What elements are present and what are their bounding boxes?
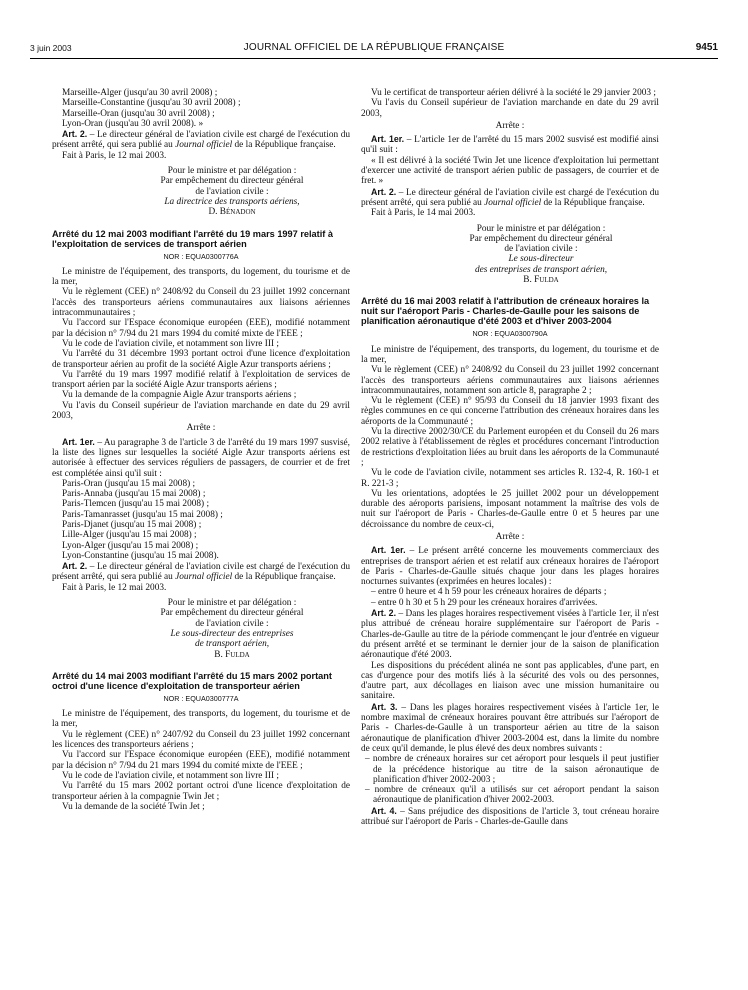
route-item: Paris-Djanet (jusqu'au 15 mai 2008) ;	[62, 519, 202, 530]
arrete-heading: Arrête :	[495, 531, 525, 542]
route-item: Lyon-Constantine (jusqu'au 15 mai 2008).	[62, 550, 219, 561]
route-item: Paris-Annaba (jusqu'au 15 mai 2008) ;	[62, 489, 206, 500]
signature-line: Par empêchement du directeur général	[469, 233, 613, 244]
visa: Vu la demande de la compagnie Aigle Azur transports aériens ;	[62, 390, 297, 401]
article-2: Art. 2. – Le directeur général de l'aviation civile est chargé de l'exécution du présent arrêté, qui sera publié au Journal officiel de la République française.	[52, 561, 350, 583]
nor-reference: NOR : EQUA0300790A	[472, 329, 548, 339]
minister-intro: Le ministre de l'équipement, des transports, du logement, du tourisme et de la mer,	[361, 344, 659, 365]
visa: Vu la directive 2002/30/CE du Parlement européen et du Conseil du 26 mars 2002 relative à l'établissement de règles et procédures concernant l'introduction de restrictions d'exploitation liées au bruit dans les aéroports de la Communauté ;	[361, 427, 659, 468]
signature-line: de l'aviation civile :	[195, 618, 269, 629]
decree-title: Arrêté du 16 mai 2003 relatif à l'attribution de créneaux horaires la nuit sur l'aéroport Paris - Charles-de-Gaulle pour les saisons de planification aéronautique d'été 2003 et d'hiver 2003-2004	[361, 296, 650, 327]
visa: Vu l'avis du Conseil supérieur de l'aviation marchande en date du 29 avril 2003,	[52, 400, 350, 422]
left-column	[52, 88, 350, 812]
nor-reference: NOR : EQUA0300777A	[163, 693, 239, 703]
fait-date: Fait à Paris, le 12 mai 2003.	[62, 582, 167, 593]
visa: Vu le règlement (CEE) n° 95/93 du Conseil du 18 janvier 1993 fixant des règles communes en ce qui concerne l'attribution des créneaux horaires dans les aéroports de la Communauté ;	[361, 396, 659, 427]
signature-role: Le sous-directeur des entreprises	[170, 628, 294, 639]
bullet-item: – nombre de créneaux qu'il a utilisés sur cet aéroport pendant la saison aéronautique de planification d'hiver 2002-2003.	[365, 785, 659, 806]
visa: Vu l'arrêté du 19 mars 1997 modifié relatif à l'exploitation de services de transport aérien par la société Aigle Azur transports aériens ;	[52, 369, 350, 391]
decree-title: Arrêté du 14 mai 2003 modifiant l'arrêté du 15 mars 2002 portant octroi d'une licence d'exploitation de transporteur aérien	[52, 670, 332, 691]
arrete-heading: Arrête :	[186, 423, 216, 434]
signature-line: Par empêchement du directeur général	[160, 608, 304, 619]
nor-reference: NOR : EQUA0300776A	[163, 251, 239, 261]
visa: Vu le code de l'aviation civile, et notamment son livre III ;	[62, 338, 279, 349]
visa: Vu l'avis du Conseil supérieur de l'aviation marchande en date du 29 avril 2003,	[361, 98, 659, 119]
visa: Vu le règlement (CEE) n° 2408/92 du Conseil du 23 juillet 1992 concernant l'accès des transporteurs aériens communautaires aux liaisons aériennes intracommunautaires, notamment son article 8, paragraphe 2 ;	[361, 365, 659, 396]
page-header	[30, 41, 718, 57]
licence-quote: « Il est délivré à la société Twin Jet une licence d'exploitation lui permettant d'exercer une activité de transport aérien public de passagers, de courrier et de fret. »	[361, 155, 659, 187]
bullet-item: – nombre de créneaux horaires sur cet aéroport pour lesquels il peut justifier de la précédence historique au titre de la saison aéronautique de planification d'hiver 2002-2003 ;	[365, 754, 659, 785]
visa: Vu la demande de la société Twin Jet ;	[62, 801, 205, 812]
page-number: 9451	[695, 42, 718, 53]
minister-intro: Le ministre de l'équipement, des transports, du logement, du tourisme et de la mer,	[52, 709, 350, 730]
article-2: Art. 2. – Le directeur général de l'aviation civile est chargé de l'exécution du présent arrêté, qui sera publié au Journal officiel de la République française.	[52, 129, 350, 151]
article-2-paragraph: Les dispositions du précédent alinéa ne sont pas applicables, d'une part, en cas d'urgence pour des motifs liés à la sécurité des vols ou des personnes, d'autre part, aux décollages en liaison avec une mission humanitaire ou sanitaire.	[361, 660, 659, 702]
visa: Vu l'arrêté du 31 décembre 1993 portant octroi d'une licence d'exploitation de transporteur aérien au profit de la société Aigle Azur transports aériens ;	[52, 349, 350, 370]
visa: Vu le règlement (CEE) n° 2408/92 du Conseil du 23 juillet 1992 concernant l'accès des transporteurs aériens communautaires aux liaisons aériennes intracommunautaires ;	[52, 287, 350, 319]
signature-line: Pour le ministre et par délégation :	[167, 598, 297, 609]
signature-line: Par empêchement du directeur général	[160, 176, 304, 187]
arrete-heading: Arrête :	[495, 120, 525, 131]
article-1: Art. 1er. – Le présent arrêté concerne les mouvements commerciaux des entreprises de transport aérien et est relatif aux créneaux horaires de l'aéroport de Paris - Charles-de-Gaulle situés chaque jour dans les plages horaires nocturnes suivantes (exprimées en heures locales) :	[361, 545, 659, 588]
signature-role: La directrice des transports aériens,	[164, 196, 300, 207]
article-2: Art. 2. – Dans les plages horaires respectivement visées à l'article 1er, il n'est plus attribué de créneau horaire supplémentaire sur l'aéroport de Paris - Charles-de-Gaulle au titre de la période commençant le jour d'entrée en vigueur du présent arrêté et se terminant le dernier jour de la saison de planification aéronautique d'été 2003.	[361, 608, 660, 661]
header-divider	[30, 58, 718, 59]
signature-role: Le sous-directeur	[508, 254, 574, 265]
visa: Vu le certificat de transporteur aérien délivré à la société le 29 janvier 2003 ;	[371, 88, 656, 98]
route-item: Lyon-Oran (jusqu'au 30 avril 2008). »	[62, 118, 204, 129]
visa: Vu l'accord sur l'Espace économique européen (EEE), modifié notamment par la décision n° 7/94 du 21 mars 1994 du comité mixte de l'EEE ;	[52, 318, 350, 339]
signature-line: de l'aviation civile :	[504, 244, 578, 255]
time-range-item: – entre 0 heure et 4 h 59 pour les créneaux horaires de départs ;	[371, 587, 607, 598]
route-item: Paris-Tamanrasset (jusqu'au 15 mai 2008) ;	[62, 509, 223, 520]
visa: Vu le règlement (CEE) n° 2407/92 du Conseil du 23 juillet 1992 concernant les licences des transporteurs aériens ;	[52, 729, 350, 751]
route-item: Paris-Oran (jusqu'au 15 mai 2008) ;	[62, 478, 196, 489]
fait-date: Fait à Paris, le 12 mai 2003.	[62, 150, 167, 161]
signature-line: Pour le ministre et par délégation :	[476, 223, 606, 234]
route-item: Lille-Alger (jusqu'au 15 mai 2008) ;	[62, 530, 197, 541]
fait-date: Fait à Paris, le 14 mai 2003.	[371, 208, 476, 219]
route-item: Lyon-Alger (jusqu'au 15 mai 2008) ;	[62, 540, 199, 551]
route-item: Marseille-Oran (jusqu'au 30 avril 2008) ;	[62, 108, 215, 119]
signature-name: D. Bénadon	[208, 207, 256, 218]
time-range-item: – entre 0 h 30 et 5 h 29 pour les créneaux horaires d'arrivées.	[371, 597, 598, 608]
article-1: Art. 1er. – L'article 1er de l'arrêté du 15 mars 2002 susvisé est modifié ainsi qu'il suit :	[361, 134, 659, 156]
signature-line: de l'aviation civile :	[195, 186, 269, 197]
article-2: Art. 2. – Le directeur général de l'aviation civile est chargé de l'exécution du présent arrêté, qui sera publié au Journal officiel de la République française.	[361, 186, 659, 208]
signature-role: des entreprises de transport aérien,	[474, 264, 608, 275]
signature-name: B. Fulda	[523, 275, 559, 286]
route-item: Marseille-Alger (jusqu'au 30 avril 2008) ;	[62, 88, 218, 98]
signature-role: de transport aérien,	[194, 639, 270, 650]
right-column	[361, 88, 659, 827]
visa: Vu les orientations, adoptées le 25 juillet 2002 pour un développement durable des aéroports parisiens, imposant notamment la maîtrise des vols de nuit sur l'aéroport de Paris - Charles-de-Gaulle entre 0 et 5 heures par une décroissance du nombre de ceux-ci,	[361, 488, 659, 530]
decree-title: Arrêté du 12 mai 2003 modifiant l'arrêté du 19 mars 1997 relatif à l'exploitation de services de transport aérien	[52, 228, 333, 249]
visa: Vu l'arrêté du 15 mars 2002 portant octroi d'une licence d'exploitation de transporteur aérien à la compagnie Twin Jet ;	[52, 781, 350, 802]
signature-name: B. Fulda	[214, 649, 250, 660]
route-item: Marseille-Constantine (jusqu'au 30 avril 2008) ;	[62, 98, 241, 109]
visa: Vu le code de l'aviation civile, et notamment son livre III ;	[62, 770, 279, 781]
journal-title: JOURNAL OFFICIEL DE LA RÉPUBLIQUE FRANÇAISE	[243, 42, 505, 53]
minister-intro: Le ministre de l'équipement, des transports, du logement, du tourisme et de la mer,	[52, 266, 350, 288]
issue-date: 3 juin 2003	[30, 43, 72, 53]
visa: Vu l'accord sur l'Espace économique européen (EEE), modifié notamment par la décision n° 7/94 du 21 mars 1994 du comité mixte de l'EEE ;	[52, 750, 350, 771]
article-4: Art. 4. – Sans préjudice des dispositions de l'article 3, tout créneau horaire attribué sur l'aéroport de Paris - Charles-de-Gaulle dans	[361, 805, 659, 827]
route-item: Paris-Tlemcen (jusqu'au 15 mai 2008) ;	[62, 499, 210, 510]
signature-line: Pour le ministre et par délégation :	[167, 166, 297, 177]
article-3: Art. 3. – Dans les plages horaires respectivement visées à l'article 1er, le nombre maximal de créneaux horaires pouvant être attribués sur l'aéroport de Paris - Charles-de-Gaulle à un transporteur aérien au titre de la saison aéronautique de planification d'hiver 2003-2004 est, dans la limite du nombre de ceux qu'il demande, le plus élevé des deux nombres suivants :	[361, 701, 659, 754]
visa: Vu le code de l'aviation civile, notamment ses articles R. 132-4, R. 160-1 et R. 221-3 ;	[361, 468, 659, 489]
article-1: Art. 1er. – Au paragraphe 3 de l'article 3 de l'arrêté du 19 mars 1997 susvisé, la liste des lignes sur lesquelles la société Aigle Azur transports aériens est autorisée à effectuer des services réguliers de passagers, de courrier et de fret est complétée ainsi qu'il suit :	[52, 436, 351, 479]
